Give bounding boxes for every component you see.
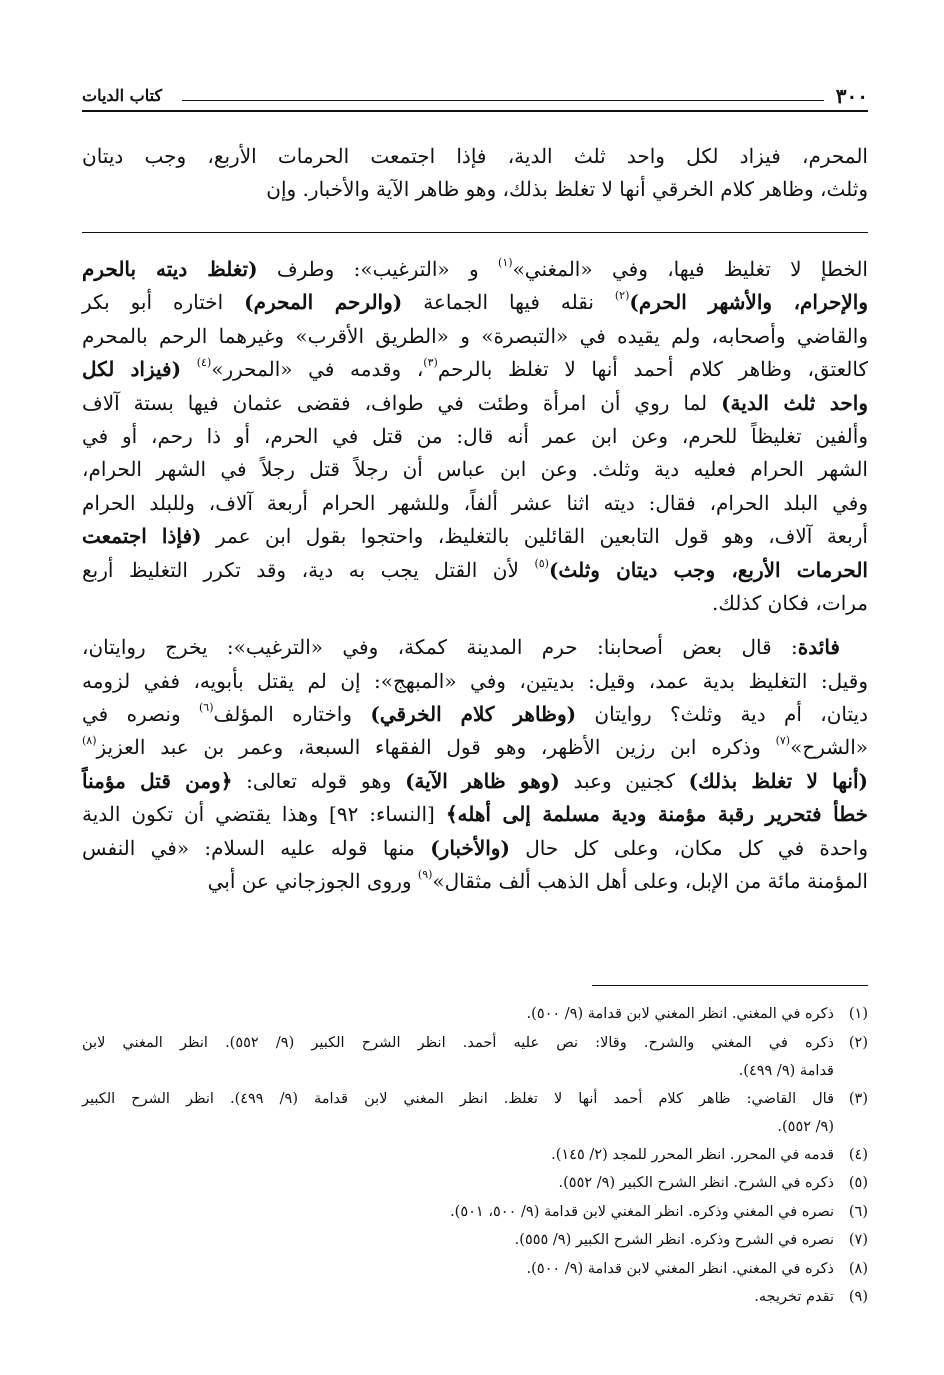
footnote-line: ذكره في المغني والشرح. وقالا: نص عليه أحمد. انظر الشرح الكبير (٩/ ٥٥٢). انظر المغني لابن <box>82 1034 834 1051</box>
text-line <box>82 587 868 620</box>
bold-text: والإحرام، والأشهر الحرم) <box>629 290 869 315</box>
footnote-line: قال القاضي: ظاهر كلام أحمد أنها لا تغلظ. انظر المغني لابن قدامة (٩/ ٤٩٩). انظر الشرح الكبير <box>82 1090 834 1107</box>
text-run: الشهر الحرام فعليه دية وثلث. وعن ابن عباس أن رجلاً قتل رجلاً في الشهر الحرام، <box>82 457 868 482</box>
footnote-line: ذكره في المغني. انظر المغني لابن قدامة (٩/ ٥٠٠). <box>526 1260 834 1277</box>
text-run: ديتان، أم دية وثلث؟ روايتان <box>576 702 868 727</box>
commentary-text <box>82 253 868 898</box>
footnote <box>82 1283 868 1312</box>
footnote <box>82 1169 868 1198</box>
footnote-text <box>450 1198 834 1227</box>
footnote-ref: (٦) <box>198 701 214 715</box>
footnote-number: (٤) <box>848 1146 868 1163</box>
footnote-number: (٩) <box>848 1289 868 1305</box>
footnote-text <box>515 1226 834 1255</box>
text-run: وهو قوله تعالى: <box>232 768 406 793</box>
text-run: كجنين وعبد <box>559 768 689 793</box>
footnote <box>82 1000 868 1029</box>
footnote-number: (٧) <box>848 1232 868 1248</box>
text-run: وقيل: التغليظ بدية عمد، وقيل: بديتين، وفي «المبهج»: إن لم يقتل بأبويه، ففي لزومه <box>82 668 868 693</box>
footnote-ref: (١) <box>498 256 513 269</box>
text-run: وذكره ابن رزين الأظهر، وهو قول الفقهاء السبعة، وعمر بن عبد العزيز <box>96 735 776 760</box>
text-run: لأن القتل يجب به دية، وقد تكرر التغليظ أربع <box>82 557 535 582</box>
footnote-text <box>527 1000 834 1029</box>
footnote-number: (١) <box>848 1006 868 1022</box>
footnote-ref: (٣) <box>423 356 438 370</box>
text-run: مرات، فكان كذلك. <box>711 590 868 615</box>
footnote-number: (٣) <box>848 1090 868 1107</box>
text-run: وألفين تغليظاً للحرم، وعن ابن عمر أنه قال: من قتل في الحرم، أو ذا رحم، أو في <box>82 423 868 448</box>
header-rule <box>182 100 824 101</box>
footnote-number: (٦) <box>848 1203 868 1220</box>
text-run: وثلث، وظاهر كلام الخرقي أنها لا تغلظ بذلك، وهو ظاهر الآية والأخبار. وإن <box>266 177 868 202</box>
text-line <box>82 253 868 286</box>
bold-text: (أنها لا تغلظ بذلك) <box>688 768 868 793</box>
footnote <box>82 1141 868 1170</box>
bold-text: خطأ فتحرير رقبة مؤمنة ودية مسلمة إلى أهله﴾ <box>445 802 868 827</box>
text-run: اختاره أبو بكر <box>82 290 245 315</box>
footnote-line: (٩/ ٥٥٢). <box>777 1118 834 1135</box>
footnote-line: نصره في المغني وذكره. انظر المغني لابن قدامة (٩/ ٥٠٠، ٥٠١). <box>450 1203 834 1220</box>
footnote-line: تقدم تخريجه. <box>754 1289 834 1305</box>
text-line <box>82 554 868 587</box>
text-line <box>82 631 868 664</box>
bold-text: الحرمات الأربع، وجب ديتان وثلث) <box>548 557 868 582</box>
text-run: لما روي أن امرأة وطئت في طواف، فقضى عثمان فيها بستة آلاف <box>82 390 722 415</box>
text-run: و «الترغيب»: وطرف <box>257 257 499 281</box>
text-run: الخطإ لا تغليظ فيها، وفي «المغني» <box>512 257 868 281</box>
bold-text: (وظاهر كلام الخرقي) <box>370 702 577 727</box>
paragraph <box>82 140 868 207</box>
footnote-line: ذكره في المغني. انظر المغني لابن قدامة (٩/ ٥٠٠). <box>526 1006 834 1022</box>
footnote-ref: (٤) <box>196 356 212 370</box>
bold-text: فائدة <box>797 635 840 660</box>
text-run: : قال بعض أصحابنا: حرم المدينة كمكة، وفي «الترغيب»: يخرج روايتان، <box>82 635 798 660</box>
text-line <box>82 865 868 898</box>
text-run: وروى الجوزجاني عن أبي <box>207 869 418 894</box>
footnote-text <box>82 1029 834 1085</box>
text-run: المؤمنة مائة من الإبل، وعلى أهل الذهب ألف مثقال» <box>432 869 868 894</box>
footnote-text <box>551 1141 834 1170</box>
bold-text: ﴿ومن قتل مؤمناً <box>82 768 233 793</box>
bold-text: (فيزاد لكل <box>82 357 182 382</box>
text-line <box>82 731 868 764</box>
footnote-line: قدامة (٩/ ٤٩٩). <box>738 1062 834 1079</box>
text-line <box>82 520 868 553</box>
text-line <box>82 487 868 520</box>
text-run: واختاره المؤلف <box>213 702 371 727</box>
footnote-line: قدمه في المحرر. انظر المحرر للمجد (٢/ ١٤٥). <box>551 1146 834 1163</box>
text-line <box>82 387 868 420</box>
bold-text: (والأخبار) <box>430 835 510 860</box>
page-header <box>82 84 868 112</box>
footnote-text <box>527 1255 834 1284</box>
paragraph <box>82 631 868 898</box>
text-line <box>82 173 868 206</box>
footnote-text <box>82 1085 834 1141</box>
text-run: منها قوله عليه السلام: «في النفس <box>82 835 431 860</box>
footnote-ref: (٩) <box>417 868 433 882</box>
text-line <box>82 140 868 173</box>
bold-text: واحد ثلث الدية) <box>721 390 868 415</box>
page-number: ٣٠٠ <box>835 84 868 108</box>
footnotes <box>82 1000 868 1312</box>
text-line <box>82 798 868 831</box>
matn-text <box>82 140 868 207</box>
text-line <box>82 698 868 731</box>
footnote-text <box>754 1283 834 1312</box>
footnote-separator <box>592 985 868 986</box>
footnote <box>82 1029 868 1085</box>
text-run: أربعة آلاف، وهو قول التابعين القائلين بالتغليظ، واحتجوا بقول ابن عمر <box>201 524 868 549</box>
footnote <box>82 1255 868 1284</box>
text-line <box>82 320 868 353</box>
text-run: المحرم، فيزاد لكل واحد ثلث الدية، فإذا اجتمعت الحرمات الأربع، وجب ديتان <box>82 144 868 168</box>
text-line <box>82 832 868 865</box>
text-run <box>181 357 197 381</box>
footnote-number: (٨) <box>848 1260 868 1277</box>
text-line <box>82 286 868 319</box>
bold-text: (وهو ظاهر الآية) <box>405 768 560 793</box>
footnote-number: (٢) <box>848 1034 868 1051</box>
footnote-text <box>559 1169 835 1198</box>
text-run: واحدة في كل مكان، وعلى كل حال <box>509 835 868 860</box>
text-run: والقاضي وأصحابه، ولم يقيده في «التبصرة» و «الطريق الأقرب» وغيرهما الرحم بالمحرم <box>82 323 868 348</box>
text-line <box>82 453 868 486</box>
text-run: «الشرح» <box>790 735 868 760</box>
footnote-ref: (٥) <box>534 556 549 570</box>
footnote-line: نصره في الشرح وذكره. انظر الشرح الكبير (٩/ ٥٥٥). <box>514 1232 834 1248</box>
bold-text: (تغلظ ديته بالحرم <box>82 257 258 281</box>
text-run: ونصره في <box>82 702 199 727</box>
footnote-line: ذكره في الشرح. انظر الشرح الكبير (٩/ ٥٥٢). <box>558 1175 834 1191</box>
text-line <box>82 765 868 798</box>
text-line <box>82 353 868 386</box>
text-line <box>82 420 868 453</box>
footnote-ref: (٧) <box>775 734 791 748</box>
text-run: كالعتق، وظاهر كلام أحمد أنها لا تغلظ بالرحم <box>437 357 868 382</box>
footnote-ref: (٨) <box>82 734 97 748</box>
text-run: ، وقدمه في «المحرر» <box>211 357 424 382</box>
footnote <box>82 1226 868 1255</box>
text-run: [النساء: ٩٢] وهذا يقتضي أن تكون الدية <box>82 802 446 827</box>
footnote-ref: (٢) <box>614 289 630 303</box>
bold-text: (والرحم المحرم) <box>244 290 403 315</box>
text-run: وفي البلد الحرام، فقال: ديته اثنا عشر ألفاً، وللشهر الحرام أربعة آلاف، وللبلد الحرام <box>82 490 868 515</box>
running-title: كتاب الديات <box>82 86 163 105</box>
matn-separator <box>82 232 868 233</box>
paragraph <box>82 253 868 620</box>
text-line <box>82 665 868 698</box>
bold-text: (فإذا اجتمعت <box>82 524 202 549</box>
footnote <box>82 1085 868 1141</box>
footnote-number: (٥) <box>848 1175 868 1191</box>
text-run: نقله فيها الجماعة <box>402 290 615 315</box>
footnote <box>82 1198 868 1227</box>
